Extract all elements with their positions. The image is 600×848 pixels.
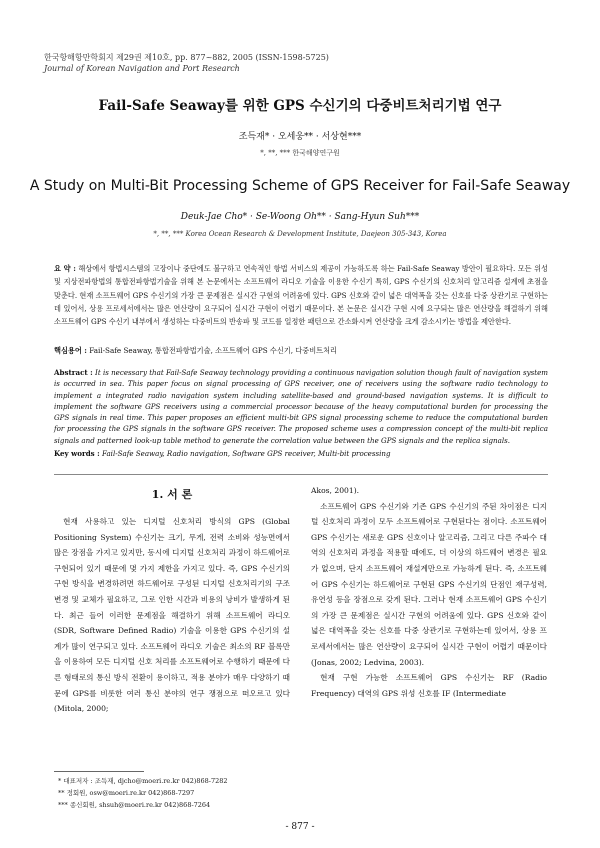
authors-korean: 조득재* · 오세웅** · 서상현***	[238, 132, 362, 142]
abstract-english	[54, 367, 548, 446]
citation-line: 한국항해항만학회지 제29권 제10호, pp. 877~882, 2005 (ISSN-1598-5725)	[44, 53, 329, 62]
abstract-korean-text: 해상에서 항법시스템의 고장이나 중단에도 불구하고 연속적인 항법 서비스의 제공이 가능하도록 하는 Fail-Safe Seaway 방안이 필요하다. 모든 위성 및 지상전파항법의 통합전파항법기술을 위해 본 논문에서는 소프트웨어 라디오 기술을 이용한 수신기 특히, GPS 수신기의 신호처리 알고리즘 설계에 초점을 맞춘다. 현재 소프트웨어 GPS 수신기의 가장 큰 문제점은 실시간 구현의 어려움에 있다. GPS 신호와 같이 넓은 대역폭을 갖는 신호를 다중 상관기로 구현하는데 있어서, 상용 프로세서에서는 많은 연산량이 요구되어 실시간 구현이 어렵기 때문이다. 본 논문은 실시간 구현 시에 요구되는 많은 연산량을 해결하기 위해 소프트웨어 GPS 수신기 내부에서 생성하는 다중비트의 반송파 및 코드를 일정한 패턴으로 간소화시켜 연산량을 크게 감소시키는 방법을 제안한다.	[54, 264, 548, 327]
paragraph: 현재 사용하고 있는 디지털 신호처리 방식의 GPS (Global Positioning System) 수신기는 크기, 무게, 전력 소비와 성능면에서 많은 장점을 가지고 있지만, 동시에 디지털 신호처리 과정이 하드웨어로 구현되어 있기 때문에 몇 가지 제한을 가지고 있다. 즉, GPS 수신기의 구현 방식을 변경하려면 하드웨어로 구성된 디지털 신호처리기의 구조 변경 및 교체가 필요하고, 그로 인한 시간과 비용의 낭비가 발생하게 된다. 최근 들어 이러한 문제점을 해결하기 위해 소프트웨어 라디오 (SDR, Software Defined Radio) 기술을 이용한 GPS 수신기의 설계가 많이 연구되고 있다. 소프트웨어 라디오 기술은 최소의 RF 블록만을 이용하여 모든 디지털 신호 처리를 소프트웨어로 수행하기 때문에 다른 형태로의 통신 방식 전환이 용이하고, 적용 분야가 매우 다양하기 때문에 GPS를 비롯한 여러 통신 분야의 연구 쟁점으로 떠오르고 있다(Mitola, 2000;	[54, 517, 290, 714]
footnotes	[58, 775, 228, 811]
keywords-english	[54, 449, 548, 458]
page-number: - 877 -	[285, 822, 315, 832]
keywords-korean	[54, 346, 548, 356]
journal-header	[44, 52, 329, 74]
authors-english: Deuk-Jae Cho* · Se-Woong Oh** · Sang-Hyun Suh***	[180, 212, 420, 222]
affiliation-english: *, **, *** Korea Ocean Research & Development Institute, Daejeon 305-343, Korea	[153, 230, 447, 238]
abstract-korean-label: 요 약 :	[54, 264, 76, 273]
keywords-korean-text: Fail-Safe Seaway, 통합전파항법기술, 소프트웨어 GPS 수신기, 다중비트처리	[89, 346, 337, 355]
paragraph: 소프트웨어 GPS 수신기와 기존 GPS 수신기의 주된 차이점은 디지털 신호처리 과정이 모두 소프트웨어로 구현된다는 점이다. 소프트웨어 GPS 수신기는 새로운 GPS 신호이나 알고리즘, 그리고 다른 주파수 대역의 신호처리 과정을 적용할 때에도, 더 이상의 하드웨어 변경은 필요가 없으며, 단지 소프트웨어 재설계만으로 가능하게 된다. 즉, 소프트웨어 GPS 수신기는 하드웨어로 구현된 GPS 수신기의 단점인 재구성력, 유연성 등을 장점으로 갖게 된다. 그러나 현재 소프트웨어 GPS 수신기의 가장 큰 문제점은 실시간 구현의 어려움에 있다. GPS 신호와 같이 넓은 대역폭을 갖는 신호를 다중 상관기로 구현하는데 있어서, 상용 프로세서에서는 많은 연산량이 요구되어 실시간 구현이 어렵기 때문이다(Jonas, 2002; Ledvina, 2003).	[311, 501, 547, 667]
body-column-right	[311, 483, 547, 701]
abstract-korean	[54, 262, 548, 328]
keywords-english-label: Key words :	[54, 449, 100, 458]
divider	[54, 474, 548, 475]
affiliation-korean: *, **, *** 한국해양연구원	[260, 149, 340, 157]
keywords-korean-label: 핵심용어 :	[54, 346, 87, 355]
keywords-english-text: Fail-Safe Seaway, Radio navigation, Software GPS receiver, Multi-bit processing	[102, 449, 391, 458]
title-korean: Fail-Safe Seaway를 위한 GPS 수신기의 다중비트처리기법 연구	[98, 98, 502, 114]
journal-name: Journal of Korean Navigation and Port Research	[44, 64, 240, 73]
paragraph: 현재 구현 가능한 소프트웨어 GPS 수신기는 RF (Radio Frequency) 대역의 GPS 위성 신호를 IF (Intermediate	[311, 673, 547, 698]
footnote-divider	[54, 771, 144, 772]
footnote: ** 정회원, osw@moeri.re.kr 042)868-7297	[58, 789, 195, 797]
abstract-english-label: Abstract :	[54, 368, 93, 377]
abstract-english-text: It is necessary that Fail-Safe Seaway technology providing a continuous navigation solution though fault of navigation system is occurred in sea. This paper focus on signal processing of GPS receiver, one of receivers using the software radio technology to implement a integrated radio navigation system including satellite-based and ground-based navigation systems. It is difficult to implement the software GPS receivers using a commercial processor because of the heavy computational burden for processing the GPS signals in real time. This paper proposes an efficient multi-bit GPS signal processing scheme to reduce the computational burden for processing the GPS signals in the software GPS receiver. The proposed scheme uses a compression concept of the multi-bit replica signals and patterned look-up table method to generate the correlation value between the GPS signals and the replica signals.	[54, 368, 549, 445]
footnote: *** 종신회원, shsuh@moeri.re.kr 042)868-7264	[58, 801, 211, 809]
section-heading: 1. 서 론	[151, 488, 193, 501]
paragraph-continued: Akos, 2001).	[311, 486, 360, 495]
title-english: A Study on Multi-Bit Processing Scheme of GPS Receiver for Fail-Safe Seaway	[29, 178, 571, 194]
footnote: * 대표저자 : 조득재, djcho@moeri.re.kr 042)868-7282	[58, 777, 228, 785]
body-column-left	[54, 514, 290, 717]
